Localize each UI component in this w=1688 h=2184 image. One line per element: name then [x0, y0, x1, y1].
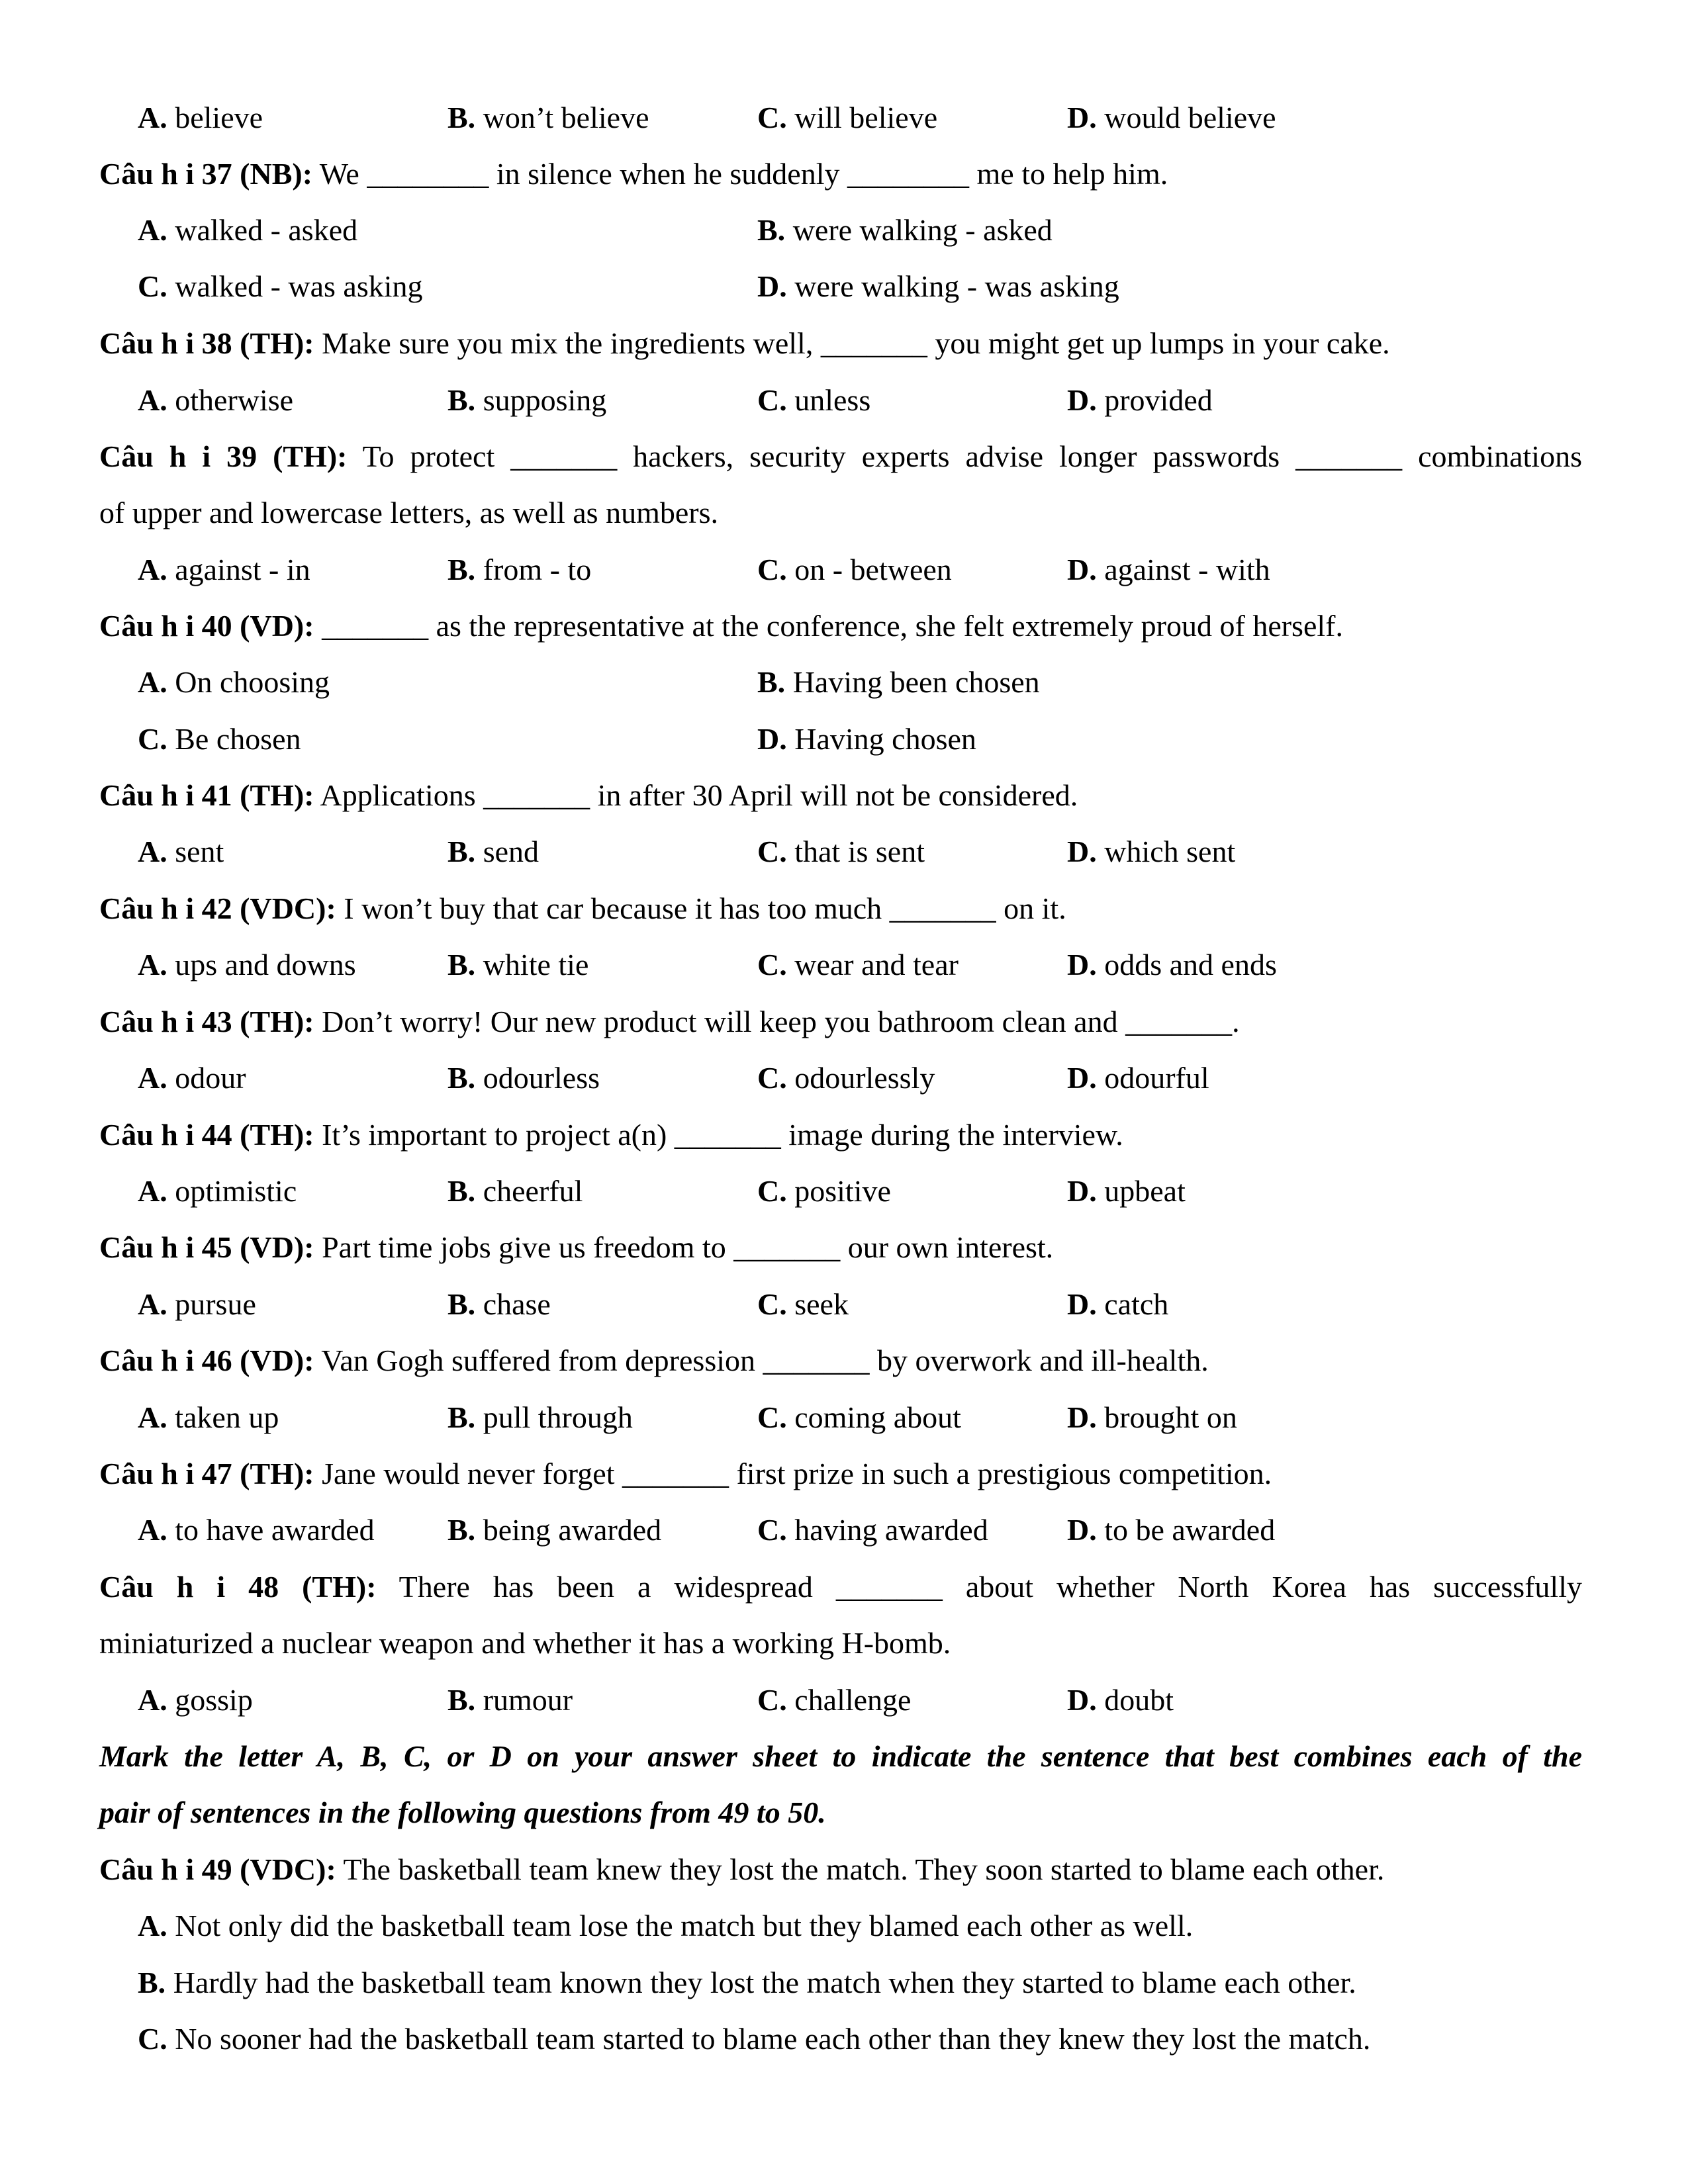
q48-option-a: A. gossip: [138, 1683, 253, 1717]
question-41: Câu h i 41 (TH): Applications _______ in after 30 April will not be considered.: [99, 778, 1078, 812]
q39-option-c: C. on - between: [757, 553, 952, 586]
question-39-cont: of upper and lowercase letters, as well as numbers.: [99, 496, 719, 529]
q41-option-b: B. send: [447, 835, 539, 868]
q40-option-b: B. Having been chosen: [757, 665, 1040, 699]
q43-option-c: C. odourlessly: [757, 1061, 935, 1095]
question-42: Câu h i 42 (VDC): I won’t buy that car because it has too much _______ on it.: [99, 891, 1066, 925]
question-38: Câu h i 38 (TH): Make sure you mix the ingredients well, _______ you might get up lumps in your cake.: [99, 326, 1390, 360]
q49-option-a: A. Not only did the basketball team lose the match but they blamed each other as well.: [138, 1909, 1194, 1942]
q44-option-d: D. upbeat: [1067, 1174, 1186, 1208]
question-48: Câu h i 48 (TH): There has been a widespread _______ about whether North Korea has successfully: [99, 1570, 1582, 1604]
q42-option-d: D. odds and ends: [1067, 948, 1277, 981]
q49-option-c: C. No sooner had the basketball team started to blame each other than they knew they lost the match.: [138, 2022, 1371, 2056]
question-48-cont: miniaturized a nuclear weapon and whether it has a working H-bomb.: [99, 1626, 951, 1660]
q45-option-c: C. seek: [757, 1287, 849, 1321]
q38-option-b: B. supposing: [447, 383, 607, 417]
question-44: Câu h i 44 (TH): It’s important to project a(n) _______ image during the interview.: [99, 1118, 1123, 1152]
q39-option-d: D. against - with: [1067, 553, 1270, 586]
q47-option-b: B. being awarded: [447, 1513, 662, 1547]
q38-option-c: C. unless: [757, 383, 871, 417]
q41-option-a: A. sent: [138, 835, 224, 868]
q46-option-d: D. brought on: [1067, 1400, 1237, 1434]
section-instruction-cont: pair of sentences in the following questions from 49 to 50.: [99, 1796, 826, 1829]
q43-option-d: D. odourful: [1067, 1061, 1209, 1095]
question-37: Câu h i 37 (NB): We ________ in silence when he suddenly ________ me to help him.: [99, 157, 1168, 191]
q42-option-a: A. ups and downs: [138, 948, 356, 981]
q48-option-c: C. challenge: [757, 1683, 912, 1717]
q36-option-a: A. believe: [138, 101, 263, 134]
q39-option-a: A. against - in: [138, 553, 310, 586]
question-45: Câu h i 45 (VD): Part time jobs give us freedom to _______ our own interest.: [99, 1230, 1054, 1264]
q45-option-d: D. catch: [1067, 1287, 1169, 1321]
q47-option-d: D. to be awarded: [1067, 1513, 1276, 1547]
q41-option-d: D. which sent: [1067, 835, 1236, 868]
question-47: Câu h i 47 (TH): Jane would never forget _______ first prize in such a prestigious competition.: [99, 1457, 1272, 1490]
q47-option-c: C. having awarded: [757, 1513, 988, 1547]
q37-option-d: D. were walking - was asking: [757, 269, 1119, 303]
q37-option-a: A. walked - asked: [138, 213, 358, 247]
q44-option-b: B. cheerful: [447, 1174, 583, 1208]
section-instruction: Mark the letter A, B, C, or D on your answer sheet to indicate the sentence that best combines each of the: [99, 1739, 1582, 1773]
q36-option-c: C. will believe: [757, 101, 938, 134]
q36-option-d: D. would believe: [1067, 101, 1276, 134]
question-49: Câu h i 49 (VDC): The basketball team knew they lost the match. They soon started to blame each other.: [99, 1852, 1385, 1886]
q38-option-d: D. provided: [1067, 383, 1213, 417]
q44-option-c: C. positive: [757, 1174, 891, 1208]
q42-option-b: B. white tie: [447, 948, 589, 981]
q40-option-a: A. On choosing: [138, 665, 330, 699]
q44-option-a: A. optimistic: [138, 1174, 297, 1208]
q40-option-c: C. Be chosen: [138, 722, 301, 756]
q43-option-b: B. odourless: [447, 1061, 600, 1095]
q47-option-a: A. to have awarded: [138, 1513, 375, 1547]
q39-option-b: B. from - to: [447, 553, 592, 586]
question-39: Câu h i 39 (TH): To protect _______ hackers, security experts advise longer passwords _______ combinations: [99, 439, 1582, 473]
q45-option-b: B. chase: [447, 1287, 551, 1321]
question-46: Câu h i 46 (VD): Van Gogh suffered from depression _______ by overwork and ill-health.: [99, 1343, 1209, 1377]
q41-option-c: C. that is sent: [757, 835, 925, 868]
q42-option-c: C. wear and tear: [757, 948, 959, 981]
q49-option-b: B. Hardly had the basketball team known they lost the match when they started to blame each other.: [138, 1966, 1356, 1999]
q48-option-b: B. rumour: [447, 1683, 573, 1717]
q36-option-b: B. won’t believe: [447, 101, 649, 134]
q37-option-b: B. were walking - asked: [757, 213, 1053, 247]
q40-option-d: D. Having chosen: [757, 722, 976, 756]
q46-option-a: A. taken up: [138, 1400, 279, 1434]
q38-option-a: A. otherwise: [138, 383, 294, 417]
question-40: Câu h i 40 (VD): _______ as the representative at the conference, she felt extremely proud of herself.: [99, 609, 1343, 643]
q43-option-a: A. odour: [138, 1061, 246, 1095]
q37-option-c: C. walked - was asking: [138, 269, 423, 303]
question-43: Câu h i 43 (TH): Don’t worry! Our new product will keep you bathroom clean and _______.: [99, 1005, 1240, 1038]
q45-option-a: A. pursue: [138, 1287, 256, 1321]
q46-option-b: B. pull through: [447, 1400, 633, 1434]
q48-option-d: D. doubt: [1067, 1683, 1174, 1717]
q46-option-c: C. coming about: [757, 1400, 961, 1434]
